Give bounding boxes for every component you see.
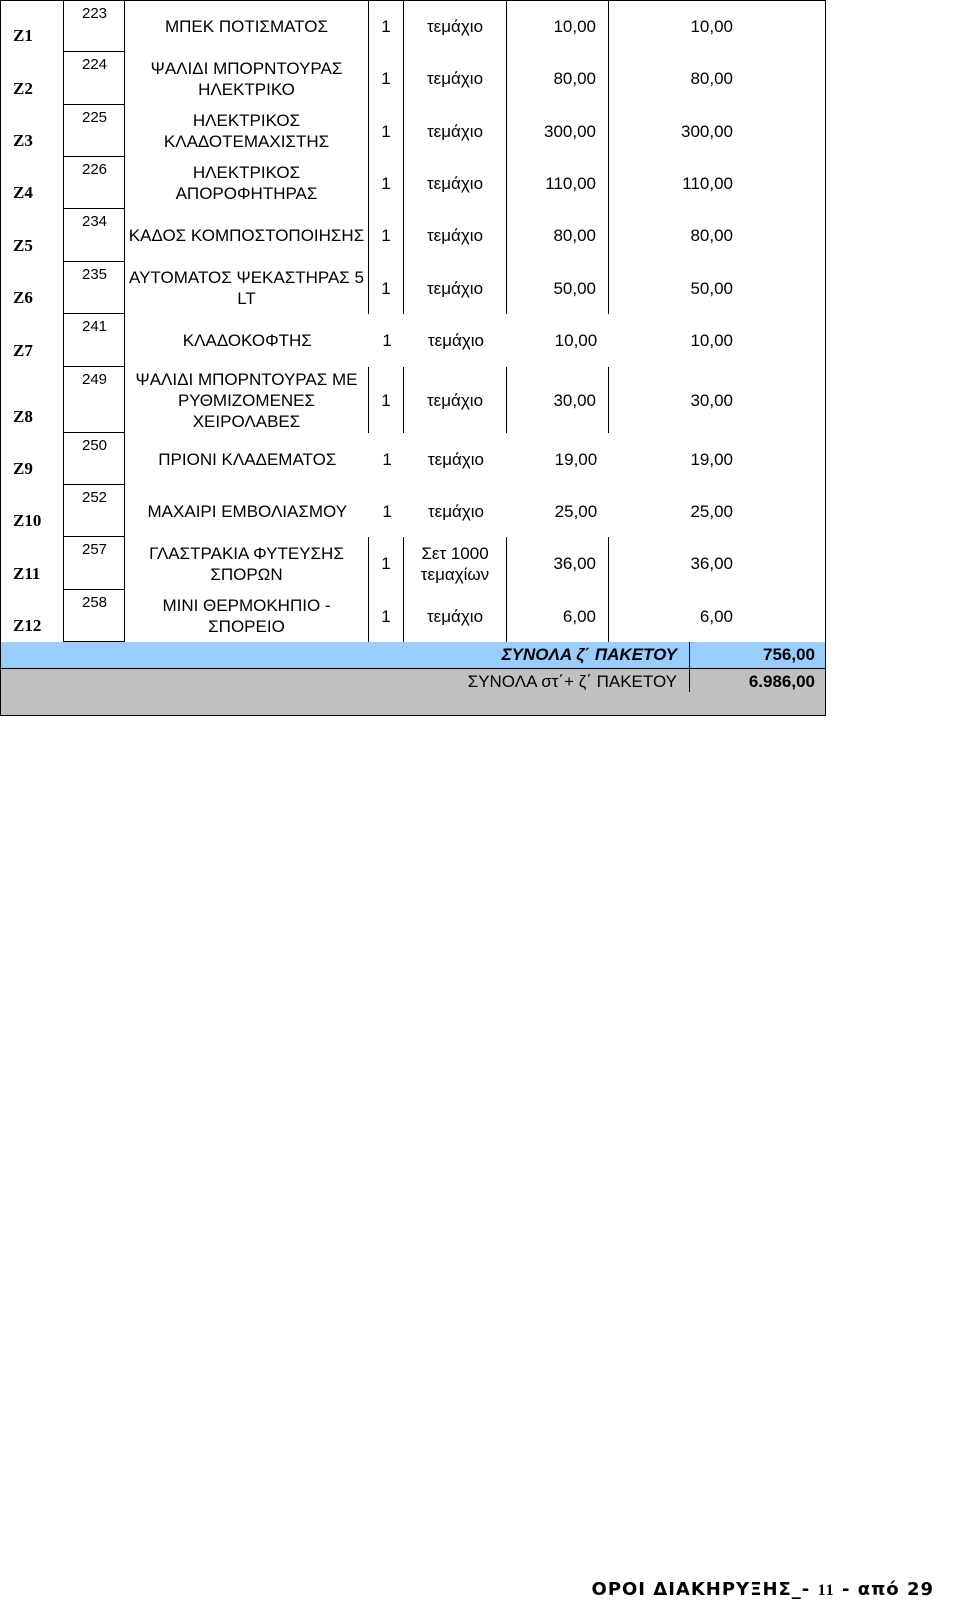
item-quantity: 1	[382, 501, 392, 521]
item-description: ΜΙΝΙ ΘΕΡΜΟΚΗΠΙΟ - ΣΠΟΡΕΙΟ	[125, 590, 369, 642]
item-unit: τεμάχιο	[404, 1, 507, 52]
table-row	[0, 157, 826, 209]
item-code: Ζ5	[1, 209, 64, 262]
item-code: Ζ8	[1, 367, 64, 433]
item-code: Ζ2	[1, 52, 64, 105]
table-row	[0, 314, 826, 367]
item-unit: τεμάχιο	[427, 449, 484, 469]
item-quantity: 1	[369, 52, 404, 105]
item-total: 25,00	[690, 501, 733, 521]
table-row	[0, 209, 826, 262]
package-total-label: ΣΥΝΟΛΑ ζ΄ ΠΑΚΕΤΟΥ	[1, 642, 690, 668]
item-unit: τεμάχιο	[404, 367, 507, 433]
item-code: Ζ7	[1, 314, 64, 367]
item-quantity: 1	[382, 449, 392, 469]
item-quantity: 1	[369, 1, 404, 52]
item-quantity: 1	[382, 331, 392, 350]
item-unit: τεμάχιο	[404, 52, 507, 105]
item-description: ΚΑΔΟΣ ΚΟΜΠΟΣΤΟΠΟΙΗΣΗΣ	[125, 209, 369, 262]
item-number: 250	[64, 433, 125, 485]
cumulative-total-row	[0, 669, 826, 716]
item-description: ΗΛΕΚΤΡΙΚΟΣ ΑΠΟΡΟΦΗΤΗΡΑΣ	[125, 157, 369, 209]
item-unit: τεμάχιο	[404, 157, 507, 209]
table-row	[0, 590, 826, 642]
item-description: ΑΥΤΟΜΑΤΟΣ ΨΕΚΑΣΤΗΡΑΣ 5 LT	[125, 262, 369, 314]
item-total: 6,00	[699, 606, 733, 626]
table-row	[0, 105, 826, 157]
item-number: 257	[64, 537, 125, 590]
item-unit-price: 10,00	[554, 331, 598, 350]
item-code: Ζ4	[1, 157, 64, 209]
item-unit-price: 25,00	[554, 501, 598, 521]
item-number: 234	[64, 209, 125, 262]
item-description: ΨΑΛΙΔΙ ΜΠΟΡΝΤΟΥΡΑΣ ΗΛΕΚΤΡΙΚΟ	[125, 52, 369, 105]
item-line	[125, 433, 745, 485]
item-total: 80,00	[690, 69, 733, 88]
item-line	[125, 485, 745, 537]
item-total: 80,00	[690, 226, 733, 245]
item-total: 110,00	[682, 173, 733, 193]
item-unit: τεμάχιο	[404, 209, 507, 262]
item-number: 249	[64, 367, 125, 433]
item-line	[125, 314, 745, 367]
item-unit: τεμάχιο	[427, 501, 484, 521]
items-table	[0, 0, 826, 716]
item-number: 225	[64, 105, 125, 157]
cumulative-total-label: ΣΥΝΟΛΑ στ΄+ ζ΄ ΠΑΚΕΤΟΥ	[1, 669, 690, 692]
item-description: ΜΠΕΚ ΠΟΤΙΣΜΑΤΟΣ	[125, 1, 369, 52]
item-description: ΠΡΙΟΝΙ ΚΛΑΔΕΜΑΤΟΣ	[158, 449, 337, 469]
item-total: 19,00	[690, 449, 733, 469]
footer-page-number: 11	[817, 1582, 835, 1599]
item-quantity: 1	[369, 157, 404, 209]
item-code: Ζ9	[1, 433, 64, 485]
item-code: Ζ10	[1, 485, 64, 537]
item-unit-price: 6,00	[507, 590, 609, 642]
item-quantity: 1	[369, 262, 404, 314]
item-quantity: 1	[369, 367, 404, 433]
item-number: 226	[64, 157, 125, 209]
item-unit-price: 36,00	[507, 537, 609, 590]
item-number: 224	[64, 52, 125, 105]
item-code: Ζ11	[1, 537, 64, 590]
item-description: ΚΛΑΔΟΚΟΦΤΗΣ	[182, 331, 312, 350]
item-unit-price: 30,00	[507, 367, 609, 433]
item-unit-price: 110,00	[507, 157, 609, 209]
item-code: Ζ6	[1, 262, 64, 314]
item-quantity: 1	[369, 590, 404, 642]
item-number: 252	[64, 485, 125, 537]
item-unit-price: 80,00	[507, 52, 609, 105]
item-quantity: 1	[369, 537, 404, 590]
item-description: ΜΑΧΑΙΡΙ ΕΜΒΟΛΙΑΣΜΟΥ	[147, 501, 348, 521]
package-total-value: 756,00	[763, 645, 815, 664]
table-row	[0, 485, 826, 537]
table-row	[0, 262, 826, 314]
table-row	[0, 433, 826, 485]
table-row	[0, 537, 826, 590]
table-row	[0, 0, 826, 52]
item-total: 10,00	[690, 17, 733, 36]
table-row	[0, 367, 826, 433]
item-quantity: 1	[369, 105, 404, 157]
item-unit-price: 19,00	[554, 449, 598, 469]
item-unit: Σετ 1000 τεμαχίων	[404, 537, 507, 590]
item-quantity: 1	[369, 209, 404, 262]
item-code: Ζ1	[1, 1, 64, 52]
item-unit-price: 50,00	[507, 262, 609, 314]
item-description: ΗΛΕΚΤΡΙΚΟΣ ΚΛΑΔΟΤΕΜΑΧΙΣΤΗΣ	[125, 105, 369, 157]
item-description: ΓΛΑΣΤΡΑΚΙΑ ΦΥΤΕΥΣΗΣ ΣΠΟΡΩΝ	[125, 537, 369, 590]
item-unit: τεμάχιο	[404, 105, 507, 157]
item-number: 241	[64, 314, 125, 367]
item-description: ΨΑΛΙΔΙ ΜΠΟΡΝΤΟΥΡΑΣ ΜΕ ΡΥΘΜΙΖΟΜΕΝΕΣ ΧΕΙΡΟΛΑΒΕΣ	[125, 367, 369, 433]
footer-page-total: - από 29	[841, 1579, 934, 1600]
item-total: 50,00	[690, 278, 733, 298]
footer-title: ΟΡΟΙ ΔΙΑΚΗΡΥΞΗΣ_-	[591, 1579, 811, 1600]
page-footer	[592, 1579, 934, 1600]
item-unit: τεμάχιο	[427, 331, 484, 350]
cumulative-total-value: 6.986,00	[748, 672, 815, 691]
package-total-row	[0, 642, 826, 669]
item-unit-price: 80,00	[507, 209, 609, 262]
item-total: 300,00	[681, 121, 733, 141]
table-row	[0, 52, 826, 105]
item-total: 30,00	[690, 390, 733, 410]
item-unit: τεμάχιο	[404, 590, 507, 642]
item-total: 10,00	[690, 331, 733, 350]
item-total: 36,00	[690, 554, 733, 573]
item-code: Ζ12	[1, 590, 64, 642]
item-unit-price: 300,00	[507, 105, 609, 157]
item-number: 223	[64, 1, 125, 52]
item-code: Ζ3	[1, 105, 64, 157]
item-number: 235	[64, 262, 125, 314]
item-unit-price: 10,00	[507, 1, 609, 52]
item-unit: τεμάχιο	[404, 262, 507, 314]
item-number: 258	[64, 590, 125, 642]
